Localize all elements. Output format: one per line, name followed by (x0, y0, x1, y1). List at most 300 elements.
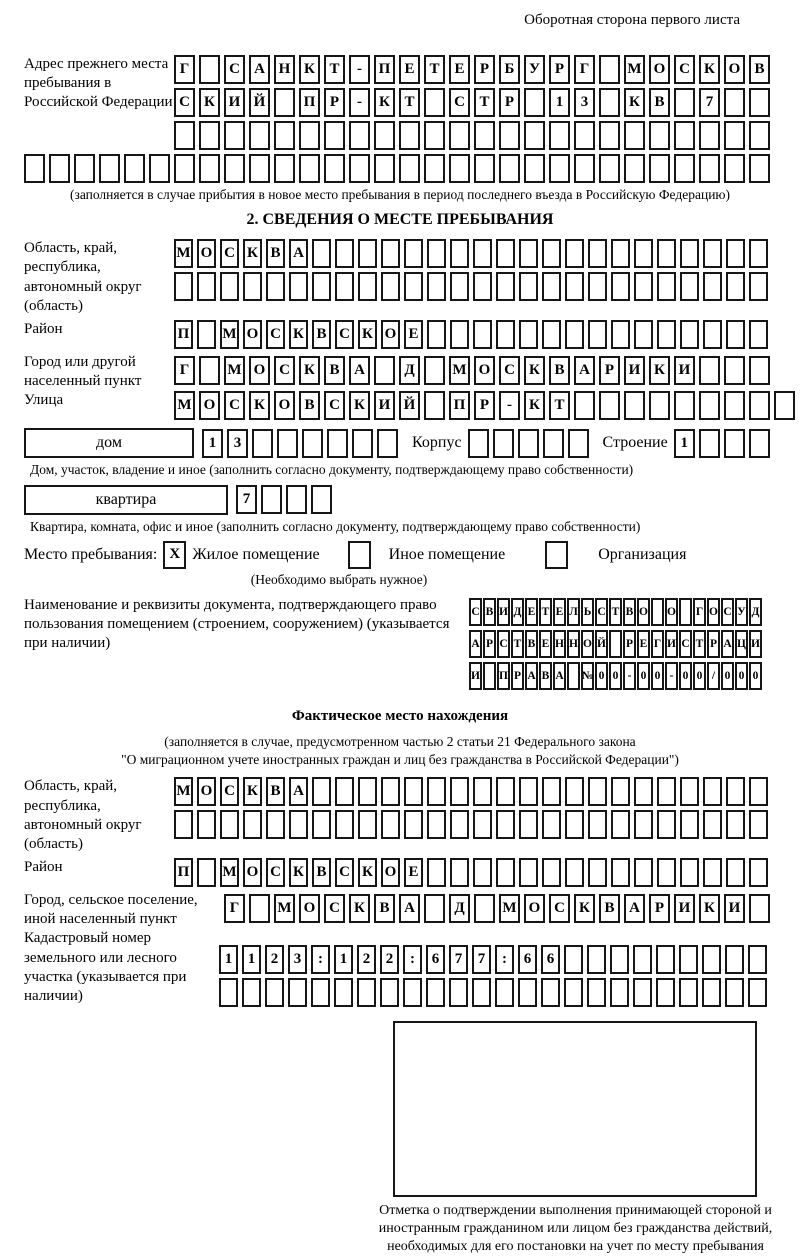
char-box (599, 55, 620, 84)
char-box (656, 978, 675, 1007)
char-box (542, 272, 561, 301)
char-box: Е (637, 630, 650, 658)
fact-gorod-row (224, 894, 776, 923)
char-box (674, 121, 695, 150)
char-box: С (220, 777, 239, 806)
char-box (197, 858, 216, 887)
char-box (219, 978, 238, 1007)
char-box: Е (404, 858, 423, 887)
char-box: Р (549, 55, 570, 84)
char-box (699, 429, 720, 458)
char-box (312, 239, 331, 268)
char-box: И (469, 662, 482, 690)
char-box (473, 810, 492, 839)
gorod-row (174, 356, 776, 385)
fact-gorod-block (24, 891, 776, 929)
mesto-block (24, 541, 776, 569)
char-box: Ц (735, 630, 748, 658)
char-box (657, 858, 676, 887)
char-box (748, 978, 767, 1007)
char-box: К (524, 391, 545, 420)
char-box (496, 239, 515, 268)
char-box (749, 894, 770, 923)
char-box (496, 858, 515, 887)
char-box: А (399, 894, 420, 923)
char-box: О (665, 598, 678, 626)
fact-oblast-row-2 (174, 810, 776, 839)
document-block (24, 596, 776, 694)
char-box (277, 429, 298, 458)
char-box: С (274, 356, 295, 385)
char-box: С (224, 55, 245, 84)
mesto-option-organizatsiya: Организация (598, 545, 687, 563)
char-box (243, 810, 262, 839)
ulitsa-label: Улица (24, 392, 64, 409)
char-box (634, 272, 653, 301)
kvartira-block (24, 485, 776, 515)
char-box (633, 978, 652, 1007)
mesto-option-inoe: Иное помещение (388, 545, 506, 563)
korpus-label: Корпус (412, 434, 462, 452)
oblast-row-2 (174, 272, 776, 301)
char-box: М (220, 320, 239, 349)
fact-kadastr-row-2 (219, 978, 776, 1007)
char-box: 2 (357, 945, 376, 974)
char-box (404, 810, 423, 839)
char-box (327, 429, 348, 458)
checkbox-inoe (348, 541, 371, 569)
char-box: О (707, 598, 720, 626)
char-box: У (735, 598, 748, 626)
char-box (449, 121, 470, 150)
char-box: П (174, 858, 193, 887)
char-box (473, 777, 492, 806)
char-box: 0 (609, 662, 622, 690)
char-box (299, 121, 320, 150)
char-box: М (224, 356, 245, 385)
kvartira-caption: Квартира, комната, офис и иное (заполнить согласно документу, подтверждающему право собственности) (30, 518, 641, 534)
char-box (657, 777, 676, 806)
page-side-note: Оборотная сторона первого листа (524, 12, 740, 28)
char-box: К (699, 894, 720, 923)
char-box: М (499, 894, 520, 923)
char-box (624, 391, 645, 420)
char-box (749, 777, 768, 806)
document-row-1 (469, 598, 776, 626)
char-box: К (624, 88, 645, 117)
char-box: Ь (581, 598, 594, 626)
char-box (702, 945, 721, 974)
char-box (450, 272, 469, 301)
char-box: О (299, 894, 320, 923)
char-box: Н (553, 630, 566, 658)
fact-note-2: "О миграционном учете иностранных граждан и лиц без гражданства в Российской Федерации") (121, 752, 679, 768)
char-box (399, 121, 420, 150)
char-box: Т (424, 55, 445, 84)
char-box (424, 88, 445, 117)
char-box: Е (399, 55, 420, 84)
char-box: К (289, 320, 308, 349)
char-box: Т (474, 88, 495, 117)
char-box (680, 810, 699, 839)
char-box (657, 810, 676, 839)
prev-address-row-4 (24, 154, 776, 183)
char-box (549, 121, 570, 150)
char-box (427, 239, 446, 268)
char-box: К (199, 88, 220, 117)
char-box (724, 121, 745, 150)
char-box (274, 121, 295, 150)
char-box: 1 (202, 429, 223, 458)
char-box: С (595, 598, 608, 626)
char-box: О (581, 630, 594, 658)
char-box: 7 (449, 945, 468, 974)
char-box (749, 429, 770, 458)
char-box: П (374, 55, 395, 84)
document-row-3 (469, 662, 776, 690)
char-box (624, 154, 645, 183)
char-box: Р (707, 630, 720, 658)
char-box (381, 777, 400, 806)
char-box: К (349, 894, 370, 923)
char-box: 7 (699, 88, 720, 117)
char-box (274, 88, 295, 117)
char-box (24, 154, 45, 183)
fact-kadastr-block (24, 929, 776, 1011)
char-box: 0 (749, 662, 762, 690)
char-box (699, 356, 720, 385)
char-box: 7 (472, 945, 491, 974)
char-box: 1 (549, 88, 570, 117)
char-box: О (197, 239, 216, 268)
char-box (574, 121, 595, 150)
char-box: П (449, 391, 470, 420)
char-box: А (289, 239, 308, 268)
stamp-box (393, 1021, 757, 1197)
char-box (680, 239, 699, 268)
char-box (726, 810, 745, 839)
char-box (703, 810, 722, 839)
gorod-block (24, 353, 776, 391)
char-box: С (674, 55, 695, 84)
char-box (724, 154, 745, 183)
char-box: В (483, 598, 496, 626)
char-box: В (599, 894, 620, 923)
char-box: К (358, 320, 377, 349)
document-row-2 (469, 630, 776, 658)
char-box (633, 945, 652, 974)
char-box (335, 239, 354, 268)
char-box: О (637, 598, 650, 626)
char-box (450, 810, 469, 839)
char-box: Е (553, 598, 566, 626)
gorod-label: Город или другой населенный пункт (24, 353, 142, 390)
char-box (699, 121, 720, 150)
char-box (657, 320, 676, 349)
char-box (197, 272, 216, 301)
char-box (749, 239, 768, 268)
kvartira-cells (236, 485, 336, 514)
char-box: В (374, 894, 395, 923)
char-box (426, 978, 445, 1007)
char-box: М (449, 356, 470, 385)
char-box (749, 88, 770, 117)
char-box (588, 777, 607, 806)
char-box (565, 272, 584, 301)
char-box (199, 55, 220, 84)
char-box (496, 320, 515, 349)
char-box: Г (574, 55, 595, 84)
char-box: 1 (242, 945, 261, 974)
dom-block (24, 428, 776, 458)
fact-rayon-row (174, 858, 776, 887)
char-box (403, 978, 422, 1007)
char-box (674, 154, 695, 183)
char-box (657, 272, 676, 301)
char-box: В (539, 662, 552, 690)
char-box (496, 810, 515, 839)
char-box (748, 945, 767, 974)
char-box: М (174, 391, 195, 420)
char-box: - (665, 662, 678, 690)
char-box: : (495, 945, 514, 974)
char-box (220, 810, 239, 839)
char-box (450, 858, 469, 887)
char-box (749, 121, 770, 150)
char-box: 1 (219, 945, 238, 974)
char-box (324, 121, 345, 150)
char-box: 0 (637, 662, 650, 690)
char-box (726, 239, 745, 268)
char-box (450, 320, 469, 349)
char-box (335, 272, 354, 301)
char-box: Т (609, 598, 622, 626)
char-box (565, 777, 584, 806)
char-box: Р (623, 630, 636, 658)
char-box (724, 391, 745, 420)
char-box: В (312, 858, 331, 887)
char-box (703, 320, 722, 349)
char-box (680, 272, 699, 301)
char-box: Е (539, 630, 552, 658)
char-box (289, 272, 308, 301)
char-box (599, 154, 620, 183)
mesto-label: Место пребывания: (24, 545, 158, 563)
char-box: 1 (674, 429, 695, 458)
mesto-option-zhiloe: Жилое помещение (192, 545, 320, 563)
char-box: Н (274, 55, 295, 84)
char-box (599, 121, 620, 150)
char-box (749, 320, 768, 349)
char-box (519, 320, 538, 349)
char-box: Й (249, 88, 270, 117)
char-box (311, 978, 330, 1007)
fact-kadastr-row-1 (219, 945, 776, 974)
char-box (380, 978, 399, 1007)
char-box (634, 777, 653, 806)
char-box (424, 121, 445, 150)
char-box (519, 777, 538, 806)
char-box (726, 777, 745, 806)
char-box (399, 154, 420, 183)
char-box (634, 858, 653, 887)
char-box (749, 391, 770, 420)
char-box (449, 978, 468, 1007)
char-box (311, 485, 332, 514)
char-box (474, 154, 495, 183)
char-box (726, 320, 745, 349)
char-box (199, 121, 220, 150)
char-box (249, 121, 270, 150)
char-box (243, 272, 262, 301)
char-box: Т (324, 55, 345, 84)
char-box (703, 858, 722, 887)
char-box: О (243, 320, 262, 349)
char-box: 1 (334, 945, 353, 974)
prev-address-block (24, 55, 776, 154)
char-box (588, 320, 607, 349)
char-box (312, 272, 331, 301)
oblast-block (24, 239, 776, 316)
char-box (374, 121, 395, 150)
char-box (335, 777, 354, 806)
char-box (424, 894, 445, 923)
char-box: О (524, 894, 545, 923)
rayon-row (174, 320, 776, 349)
char-box (473, 272, 492, 301)
char-box (474, 121, 495, 150)
prev-address-label: Адрес прежнего места пребывания в Российской Федерации (24, 56, 173, 111)
char-box (651, 598, 664, 626)
char-box (124, 154, 145, 183)
char-box: М (624, 55, 645, 84)
char-box: Р (511, 662, 524, 690)
char-box (220, 272, 239, 301)
char-box (679, 945, 698, 974)
char-box (599, 391, 620, 420)
char-box: А (469, 630, 482, 658)
char-box (519, 272, 538, 301)
char-box (288, 978, 307, 1007)
char-box (224, 121, 245, 150)
char-box (404, 272, 423, 301)
char-box: С (449, 88, 470, 117)
char-box (358, 777, 377, 806)
char-box: А (721, 630, 734, 658)
char-box: О (724, 55, 745, 84)
char-box: И (724, 894, 745, 923)
char-box: К (358, 858, 377, 887)
char-box: Т (399, 88, 420, 117)
char-box: С (324, 894, 345, 923)
char-box: В (525, 630, 538, 658)
char-box (374, 154, 395, 183)
char-box (197, 810, 216, 839)
char-box: С (174, 88, 195, 117)
char-box (174, 121, 195, 150)
char-box (588, 810, 607, 839)
char-box: С (721, 598, 734, 626)
char-box (312, 810, 331, 839)
stroenie-cells (674, 429, 774, 458)
char-box (449, 154, 470, 183)
rayon-block (24, 320, 776, 353)
char-box: К (243, 777, 262, 806)
char-box (357, 978, 376, 1007)
char-box (542, 810, 561, 839)
char-box (588, 858, 607, 887)
char-box: Р (474, 55, 495, 84)
char-box (74, 154, 95, 183)
char-box: О (243, 858, 262, 887)
oblast-label: Область, край, республика, автономный округ (область) (24, 240, 142, 314)
char-box: 6 (541, 945, 560, 974)
char-box: И (749, 630, 762, 658)
char-box: С (224, 391, 245, 420)
char-box: К (249, 391, 270, 420)
char-box (468, 429, 489, 458)
char-box: К (524, 356, 545, 385)
fact-oblast-row-1 (174, 777, 776, 806)
char-box (473, 239, 492, 268)
char-box (496, 777, 515, 806)
char-box (404, 239, 423, 268)
char-box (174, 154, 195, 183)
stamp-caption: Отметка о подтверждении выполнения принимающей стороной и иностранным гражданином или лицом без гражданства действий, необходимых для его постановки на учет по месту пребывания (378, 1203, 773, 1255)
char-box: Г (174, 356, 195, 385)
char-box (312, 777, 331, 806)
char-box (680, 777, 699, 806)
char-box: С (335, 858, 354, 887)
char-box (725, 945, 744, 974)
korpus-cells (468, 429, 593, 458)
char-box (499, 154, 520, 183)
char-box (265, 978, 284, 1007)
char-box: К (299, 356, 320, 385)
char-box (703, 239, 722, 268)
char-box (324, 154, 345, 183)
char-box: Р (499, 88, 520, 117)
char-box (427, 320, 446, 349)
char-box: В (649, 88, 670, 117)
char-box (374, 356, 395, 385)
char-box (703, 272, 722, 301)
char-box (774, 391, 795, 420)
char-box (199, 154, 220, 183)
char-box (450, 777, 469, 806)
char-box: В (549, 356, 570, 385)
char-box: Р (649, 894, 670, 923)
char-box (381, 272, 400, 301)
char-box: К (289, 858, 308, 887)
char-box (266, 272, 285, 301)
char-box (565, 810, 584, 839)
char-box (499, 121, 520, 150)
char-box (289, 810, 308, 839)
char-box (611, 777, 630, 806)
char-box: И (674, 356, 695, 385)
char-box (634, 239, 653, 268)
char-box: - (349, 88, 370, 117)
char-box (749, 272, 768, 301)
char-box (496, 272, 515, 301)
char-box (473, 320, 492, 349)
prev-address-row-2 (174, 88, 776, 117)
char-box (749, 154, 770, 183)
char-box (49, 154, 70, 183)
char-box (564, 945, 583, 974)
char-box: Г (693, 598, 706, 626)
